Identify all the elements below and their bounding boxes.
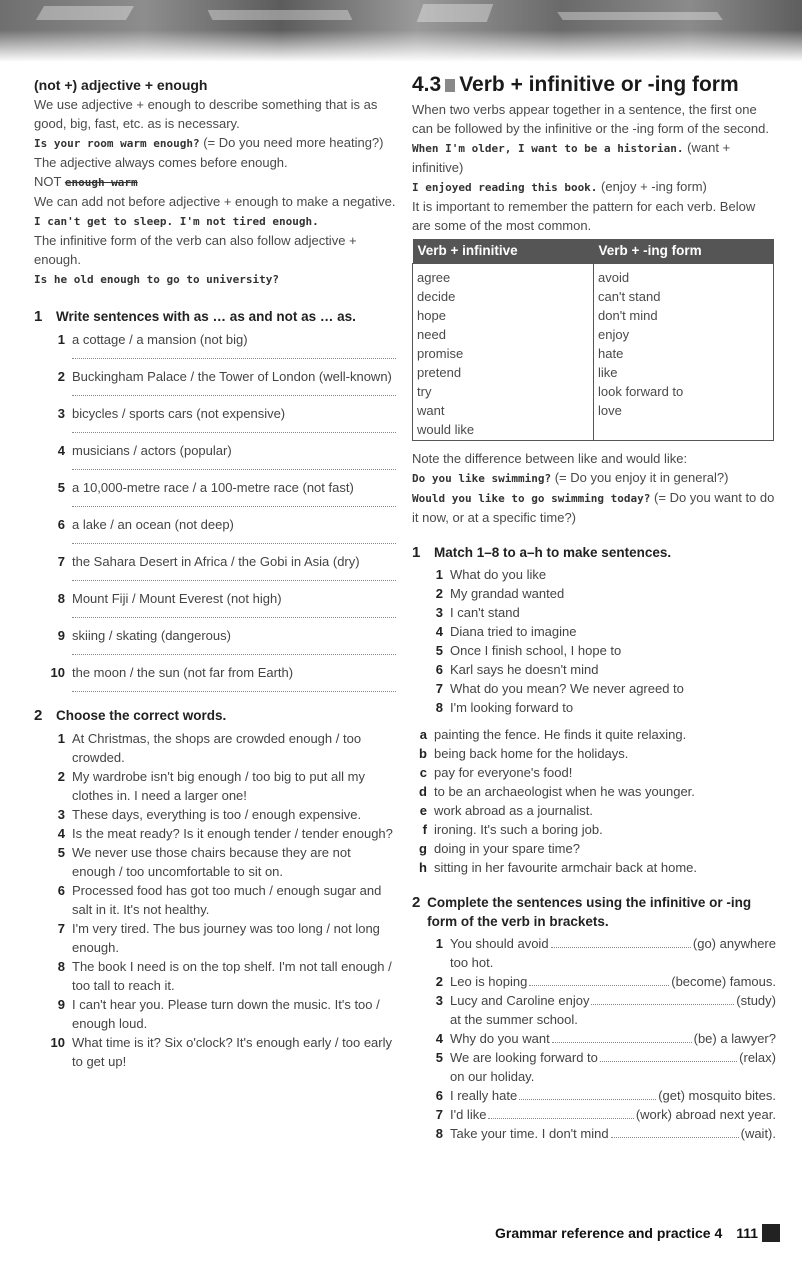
intro-line: It is important to remember the pattern for each verb. Below are some of the most common. (412, 199, 756, 233)
infinitive-verb: try (417, 383, 432, 399)
match-ending (412, 820, 776, 839)
item-sentence (450, 1105, 776, 1124)
answer-line[interactable] (72, 682, 396, 692)
item-number: 6 (435, 1087, 443, 1103)
infinitive-verb: need (417, 326, 446, 342)
item-start: What do you mean? We never agreed to (450, 680, 684, 696)
intro-line: Is your room warm enough? (= Do you need more heating?) (34, 135, 384, 150)
match-item (412, 679, 776, 698)
answer-line[interactable] (72, 386, 396, 396)
item-sentence: The book I need is on the top shelf. I'm not tall enough / too tall to reach it. (72, 959, 392, 993)
item-number: 7 (435, 1106, 443, 1122)
answer-blank[interactable] (611, 1126, 739, 1138)
complete-item (412, 972, 776, 991)
right-exercise-2-heading: 2 Complete the sentences using the infinitive or -ing form of the verb in brackets. (412, 893, 752, 929)
match-item (412, 565, 776, 584)
item-number: 4 (435, 1030, 443, 1046)
item-number: 4 (435, 623, 443, 639)
item-letter: e (419, 802, 427, 818)
verb-hint: (be) a lawyer? (693, 1030, 776, 1046)
infinitive-verb: would like (417, 421, 475, 437)
intro-line (34, 211, 396, 231)
square-bullet-icon (445, 79, 455, 92)
exercise-item (34, 663, 396, 682)
answer-line[interactable] (72, 534, 396, 544)
match-item (412, 698, 776, 717)
intro-line: We use adjective + enough to describe something that is as good, big, fast, etc. as is necessary. (34, 97, 378, 131)
verb-hint: (wait). (740, 1125, 776, 1141)
match-item (412, 603, 776, 622)
exercise-item (34, 957, 396, 995)
infinitive-verb: decide (417, 288, 456, 304)
item-letter: a (419, 726, 427, 742)
item-letter: f (422, 821, 427, 837)
item-number: 8 (57, 959, 65, 974)
intro-line: NOT enough warm (34, 174, 138, 189)
match-items (412, 565, 776, 717)
complete-item (412, 1086, 776, 1105)
left-column (34, 76, 396, 1071)
ing-verb: love (598, 402, 622, 418)
infinitive-verb: pretend (417, 364, 462, 380)
item-letter: h (419, 859, 427, 875)
right-exercise-1-heading: 1 Match 1–8 to a–h to make sentences. (412, 543, 672, 561)
item-number: 4 (57, 826, 65, 841)
answer-line[interactable] (72, 349, 396, 359)
item-number: 8 (57, 591, 65, 606)
exercise-item (34, 805, 396, 824)
item-prompt: skiing / skating (dangerous) (72, 628, 231, 643)
exercise-item (34, 515, 396, 534)
item-letter: d (419, 783, 427, 799)
complete-item-continued (412, 1067, 776, 1086)
item-ending: sitting in her favourite armchair back at home. (434, 859, 698, 875)
ing-verb: like (598, 364, 618, 380)
header-banner-image (0, 0, 802, 62)
item-number: 4 (57, 443, 65, 458)
exercise-item (34, 367, 396, 386)
item-sentence: Is the meat ready? Is it enough tender / tender enough? (72, 826, 393, 841)
match-ending (412, 801, 776, 820)
item-number: 5 (57, 480, 65, 495)
right-column (412, 72, 776, 1143)
table-header-infinitive: Verb + infinitive (413, 239, 594, 263)
item-letter: g (419, 840, 427, 856)
exercise-item (34, 589, 396, 608)
answer-line[interactable] (72, 423, 396, 433)
item-number: 6 (435, 661, 443, 677)
complete-items (412, 934, 776, 1143)
exercise-item (34, 729, 396, 767)
item-prompt: bicycles / sports cars (not expensive) (72, 406, 286, 421)
complete-item (412, 1029, 776, 1048)
complete-item-continued (412, 1010, 776, 1029)
item-letter: b (419, 745, 427, 761)
item-number: 7 (57, 921, 65, 936)
item-number: 6 (57, 883, 65, 898)
complete-item (412, 991, 776, 1010)
match-endings (412, 725, 776, 877)
complete-item-continued (412, 953, 776, 972)
infinitive-verbs-cell (413, 263, 594, 440)
item-sentence: At Christmas, the shops are crowded enough / too crowded. (72, 731, 362, 765)
enough-explanation (34, 95, 396, 289)
item-prompt: Mount Fiji / Mount Everest (not high) (72, 591, 282, 606)
item-number: 1 (435, 935, 443, 951)
item-prompt: the Sahara Desert in Africa / the Gobi in Asia (dry) (72, 554, 360, 569)
sentence-start: I'd like (450, 1106, 487, 1122)
item-ending: work abroad as a journalist. (434, 802, 593, 818)
complete-item (412, 934, 776, 953)
item-sentence (450, 1086, 776, 1105)
item-number: 9 (57, 997, 65, 1012)
exercise-item (34, 843, 396, 881)
item-start: Diana tried to imagine (450, 623, 577, 639)
intro-line: The adjective always comes before enough. (34, 155, 288, 170)
infinitive-verb: promise (417, 345, 464, 361)
match-ending (412, 763, 776, 782)
answer-blank[interactable] (529, 974, 669, 986)
item-prompt: a cottage / a mansion (not big) (72, 332, 248, 347)
struck-example: enough warm (64, 176, 138, 189)
item-start: What do you like (450, 566, 547, 582)
like-would-like-note (412, 449, 776, 527)
note-line: Would you like to go swimming today? (= Do you want to do it now, or at a specific time?) (412, 489, 775, 525)
answer-blank[interactable] (551, 936, 691, 948)
item-sentence (450, 1029, 776, 1048)
match-item (412, 641, 776, 660)
sentence-start: I really hate (450, 1087, 518, 1103)
item-ending: pay for everyone's food! (434, 764, 573, 780)
verb-hint: (work) abroad next year. (635, 1106, 776, 1122)
sentence-end: on our holiday. (450, 1068, 535, 1084)
sentence-start: Lucy and Caroline enjoy (450, 992, 590, 1008)
item-number: 2 (435, 585, 443, 601)
answer-line[interactable] (72, 608, 396, 618)
footer-block-mark (762, 1224, 780, 1242)
item-number: 7 (57, 554, 65, 569)
verb-hint: (study) (736, 992, 776, 1008)
complete-item (412, 1105, 776, 1124)
ing-verb: hate (598, 345, 624, 361)
exercise-2-items (34, 729, 396, 1071)
item-ending: being back home for the holidays. (434, 745, 629, 761)
intro-line: We can add not before adjective + enough to make a negative. (34, 194, 396, 209)
match-ending (412, 858, 776, 877)
verb-hint: (go) anywhere (692, 935, 776, 951)
infinitive-verb: agree (417, 269, 451, 285)
item-number: 5 (435, 1049, 443, 1065)
item-number: 10 (50, 665, 65, 680)
exercise-item (34, 478, 396, 497)
sentence-end: too hot. (450, 954, 494, 970)
exercise-1-items (34, 330, 396, 692)
exercise-item (34, 881, 396, 919)
page-number: 111 (736, 1225, 759, 1241)
handwritten-example: Do you like swimming? (412, 471, 552, 485)
item-sentence (450, 991, 776, 1010)
item-ending: to be an archaeologist when he was younger. (434, 783, 695, 799)
exercise-item (34, 919, 396, 957)
item-sentence (450, 934, 776, 953)
sentence-start: You should avoid (450, 935, 549, 951)
exercise-item (34, 1033, 396, 1071)
item-sentence (450, 972, 776, 991)
item-number: 3 (435, 992, 443, 1008)
section-heading-enough: (not +) adjective + enough (34, 77, 208, 93)
item-start: Karl says he doesn't mind (450, 661, 599, 677)
ing-verb: can't stand (598, 288, 661, 304)
exercise-item (34, 824, 396, 843)
intro-line (34, 269, 396, 289)
sentence-start: We are looking forward to (450, 1049, 598, 1065)
exercise-2-heading: 2 Choose the correct words. (34, 707, 227, 724)
answer-line[interactable] (72, 645, 396, 655)
spacer (412, 953, 450, 972)
item-number: 2 (57, 369, 65, 384)
answer-blank[interactable] (552, 1031, 692, 1043)
answer-blank[interactable] (488, 1107, 633, 1119)
item-number: 8 (435, 699, 443, 715)
ing-verb: avoid (598, 269, 630, 285)
item-sentence: Processed food has got too much / enough sugar and salt in it. It's not healthy. (72, 883, 382, 917)
verb-hint: (become) famous. (671, 973, 776, 989)
item-prompt: musicians / actors (popular) (72, 443, 232, 458)
exercise-item (34, 767, 396, 805)
note-line: Do you like swimming? (= Do you enjoy it in general?) (412, 469, 729, 485)
item-number: 3 (57, 406, 65, 421)
exercise-1-heading: 1 Write sentences with as … as and not as … as. (34, 308, 356, 325)
footer-label: Grammar reference and practice 4 (495, 1225, 723, 1241)
item-number: 1 (57, 332, 65, 347)
answer-line[interactable] (72, 497, 396, 507)
handwritten-example: I enjoyed reading this book. (412, 181, 598, 194)
item-start: My grandad wanted (450, 585, 565, 601)
item-prompt: Buckingham Palace / the Tower of London (well-known) (72, 369, 392, 384)
spacer (412, 1067, 450, 1086)
item-number: 3 (435, 604, 443, 620)
item-number: 9 (57, 628, 65, 643)
handwritten-example: Would you like to go swimming today? (412, 491, 651, 505)
answer-line[interactable] (72, 460, 396, 470)
item-number: 8 (435, 1125, 443, 1141)
match-ending (412, 744, 776, 763)
complete-item (412, 1048, 776, 1067)
answer-blank[interactable] (600, 1050, 737, 1062)
verb-pattern-table (412, 239, 774, 441)
exercise-item (34, 441, 396, 460)
match-item (412, 660, 776, 679)
item-sentence: I can't hear you. Please turn down the music. It's too / enough loud. (72, 997, 380, 1031)
infinitive-verb: want (417, 402, 445, 418)
item-number: 3 (57, 807, 65, 822)
answer-blank[interactable] (591, 993, 734, 1005)
ing-verb: don't mind (598, 307, 658, 323)
item-start: I can't stand (450, 604, 520, 620)
intro-line: When I'm older, I want to be a historian. (want + infinitive) (412, 140, 731, 175)
verb-pattern-explanation (412, 100, 776, 235)
table-header-ing: Verb + -ing form (594, 239, 774, 263)
match-ending (412, 782, 776, 801)
verb-hint: (relax) (739, 1049, 776, 1065)
item-sentence (450, 1048, 776, 1067)
exercise-item (34, 995, 396, 1033)
item-sentence: What time is it? Six o'clock? It's enough early / too early to get up! (72, 1035, 392, 1069)
sentence-start: Take your time. I don't mind (450, 1125, 609, 1141)
item-number: 10 (50, 1035, 65, 1050)
item-sentence: I'm very tired. The bus journey was too long / not long enough. (72, 921, 380, 955)
answer-line[interactable] (72, 571, 396, 581)
item-number: 5 (435, 642, 443, 658)
intro-line: When two verbs appear together in a sentence, the first one can be followed by the infinitive or the -ing form of the second. (412, 102, 769, 136)
item-sentence: These days, everything is too / enough expensive. (72, 807, 362, 822)
handwritten-example: I can't get to sleep. I'm not tired enough. (34, 215, 319, 228)
complete-item (412, 1124, 776, 1143)
sentence-start: Leo is hoping (450, 973, 528, 989)
handwritten-example: Is your room warm enough? (34, 137, 200, 150)
ing-verb: enjoy (598, 326, 630, 342)
sentence-start: Why do you want (450, 1030, 550, 1046)
item-number: 7 (435, 680, 443, 696)
item-start: Once I finish school, I hope to (450, 642, 622, 658)
intro-line: The infinitive form of the verb can also follow adjective + enough. (34, 233, 357, 267)
item-ending: ironing. It's such a boring job. (434, 821, 603, 837)
verb-hint: (get) mosquito bites. (658, 1087, 776, 1103)
handwritten-example: Is he old enough to go to university? (34, 273, 280, 286)
section-title: 4.3 Verb + infinitive or -ing form (412, 73, 739, 96)
item-prompt: the moon / the sun (not far from Earth) (72, 665, 294, 680)
item-number: 2 (435, 973, 443, 989)
item-ending: doing in your spare time? (434, 840, 580, 856)
item-sentence: My wardrobe isn't big enough / too big to put all my clothes in. I need a larger one! (72, 769, 365, 803)
item-start: I'm looking forward to (450, 699, 574, 715)
spacer (412, 1010, 450, 1029)
ing-verbs-cell (594, 263, 774, 440)
item-sentence (450, 1124, 776, 1143)
answer-blank[interactable] (519, 1088, 656, 1100)
item-number: 6 (57, 517, 65, 532)
item-prompt: a 10,000-metre race / a 100-metre race (not fast) (72, 480, 354, 495)
exercise-item (34, 404, 396, 423)
note-line: Note the difference between like and would like: (412, 450, 688, 466)
item-number: 5 (57, 845, 65, 860)
ing-verb: look forward to (598, 383, 684, 399)
page-footer (495, 1224, 780, 1242)
infinitive-verb: hope (417, 307, 446, 323)
sentence-end: at the summer school. (450, 1011, 578, 1027)
match-item (412, 584, 776, 603)
item-sentence: We never use those chairs because they are not enough / too uncomfortable to sit on. (72, 845, 351, 879)
item-ending: painting the fence. He finds it quite relaxing. (434, 726, 687, 742)
exercise-item (34, 552, 396, 571)
item-letter: c (419, 764, 427, 780)
match-item (412, 622, 776, 641)
handwritten-example: When I'm older, I want to be a historian. (412, 142, 684, 155)
exercise-item (34, 626, 396, 645)
item-number: 1 (435, 566, 443, 582)
match-ending (412, 725, 776, 744)
exercise-item (34, 330, 396, 349)
item-number: 1 (57, 731, 65, 746)
match-ending (412, 839, 776, 858)
item-prompt: a lake / an ocean (not deep) (72, 517, 234, 532)
intro-line: I enjoyed reading this book. (enjoy + -ing form) (412, 179, 707, 194)
item-number: 2 (57, 769, 65, 784)
